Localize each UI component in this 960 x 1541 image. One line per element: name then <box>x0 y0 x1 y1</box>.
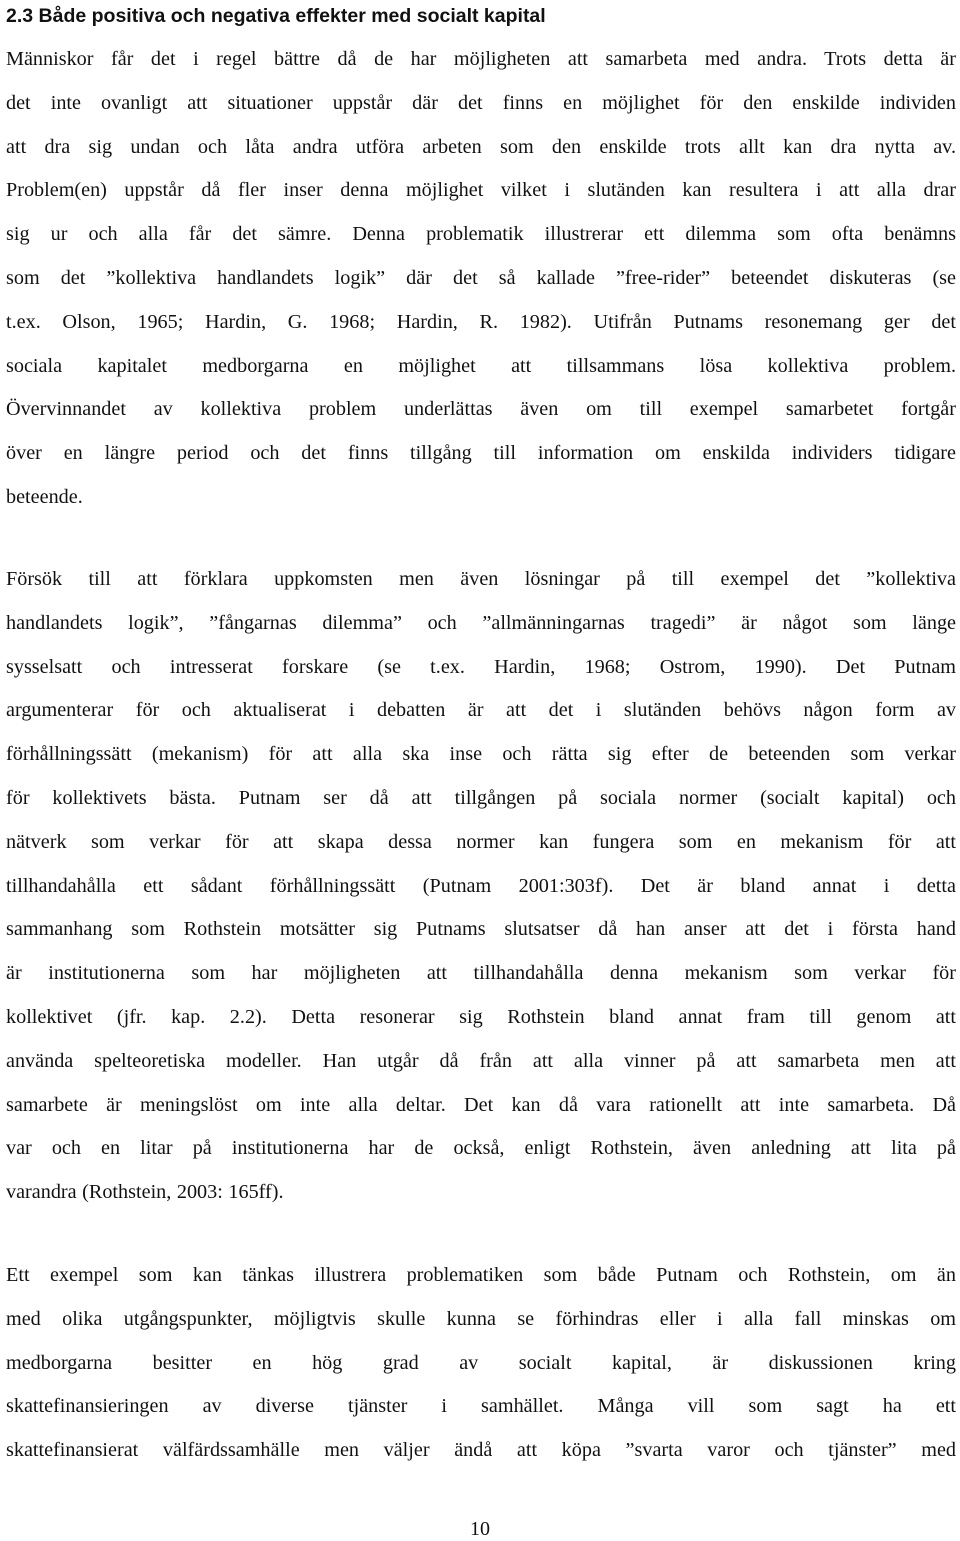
page-number: 10 <box>470 1518 490 1540</box>
text-line: förhållningssätt (mekanism) för att alla ska inse och rätta sig efter de beteenden som verkar <box>6 743 956 766</box>
section-heading: 2.3 Både positiva och negativa effekter med socialt kapital <box>6 5 546 27</box>
text-line: kollektivet (jfr. kap. 2.2). Detta resonerar sig Rothstein bland annat fram till genom att <box>6 1005 956 1028</box>
text-line: Övervinnandet av kollektiva problem underlättas även om till exempel samarbetet fortgår <box>6 398 956 421</box>
text-line: argumenterar för och aktualiserat i debatten är att det i slutänden behövs någon form av <box>6 699 956 722</box>
text-line: att dra sig undan och låta andra utföra arbeten som den enskilde trots allt kan dra nytta av. <box>6 135 956 158</box>
paragraph-2 <box>6 558 956 1215</box>
paragraph-1 <box>6 38 956 520</box>
text-line: som det ”kollektiva handlandets logik” där det så kallade ”free-rider” beteendet diskuteras (se <box>6 266 956 289</box>
text-line: Försök till att förklara uppkomsten men även lösningar på till exempel det ”kollektiva <box>6 568 956 590</box>
text-line: det inte ovanligt att situationer uppstår där det finns en möjlighet för den enskilde individen <box>6 91 956 114</box>
text-line: med olika utgångspunkter, möjligtvis skulle kunna se förhindras eller i alla fall minskas om <box>6 1307 956 1330</box>
paragraph-3 <box>6 1254 956 1473</box>
text-line: använda spelteoretiska modeller. Han utgår då från att alla vinner på att samarbeta men att <box>6 1049 956 1072</box>
text-line: var och en litar på institutionerna har de också, enligt Rothstein, även anledning att lita på <box>6 1137 956 1160</box>
text-line: skattefinansierat välfärdssamhälle men väljer ändå att köpa ”svarta varor och tjänster” med <box>6 1439 956 1462</box>
text-line: skattefinansieringen av diverse tjänster i samhället. Många vill som sagt ha ett <box>6 1395 956 1418</box>
text-line: tillhandahålla ett sådant förhållningssätt (Putnam 2001:303f). Det är bland annat i detta <box>6 874 956 897</box>
text-line: sammanhang som Rothstein motsätter sig Putnams slutsatser då han anser att det i första hand <box>6 918 956 941</box>
text-line: Människor får det i regel bättre då de har möjligheten att samarbeta med andra. Trots detta är <box>6 48 956 70</box>
text-line: medborgarna besitter en hög grad av socialt kapital, är diskussionen kring <box>6 1351 956 1374</box>
text-line: Ett exempel som kan tänkas illustrera problematiken som både Putnam och Rothstein, om än <box>6 1264 956 1286</box>
text-line: varandra (Rothstein, 2003: 165ff). <box>6 1181 284 1204</box>
text-line: samarbete är meningslöst om inte alla deltar. Det kan då vara rationellt att inte samarbeta. Då <box>6 1093 956 1116</box>
text-line: handlandets logik”, ”fångarnas dilemma” och ”allmänningarnas tragedi” är något som länge <box>6 611 956 634</box>
text-line: sociala kapitalet medborgarna en möjlighet att tillsammans lösa kollektiva problem. <box>6 354 956 377</box>
text-line: nätverk som verkar för att skapa dessa normer kan fungera som en mekanism för att <box>6 830 956 853</box>
text-line: för kollektivets bästa. Putnam ser då att tillgången på sociala normer (socialt kapital) och <box>6 786 956 809</box>
text-line: sig ur och alla får det sämre. Denna problematik illustrerar ett dilemma som ofta benämns <box>6 223 956 246</box>
text-line: är institutionerna som har möjligheten att tillhandahålla denna mekanism som verkar för <box>6 962 956 985</box>
text-line: t.ex. Olson, 1965; Hardin, G. 1968; Hardin, R. 1982). Utifrån Putnams resonemang ger det <box>6 310 956 333</box>
text-line: beteende. <box>6 485 83 508</box>
text-line: sysselsatt och intresserat forskare (se t.ex. Hardin, 1968; Ostrom, 1990). Det Putnam <box>6 655 956 678</box>
text-line: Problem(en) uppstår då fler inser denna möjlighet vilket i slutänden kan resultera i att alla drar <box>6 179 956 202</box>
text-line: över en längre period och det finns tillgång till information om enskilda individers tidigare <box>6 442 956 465</box>
